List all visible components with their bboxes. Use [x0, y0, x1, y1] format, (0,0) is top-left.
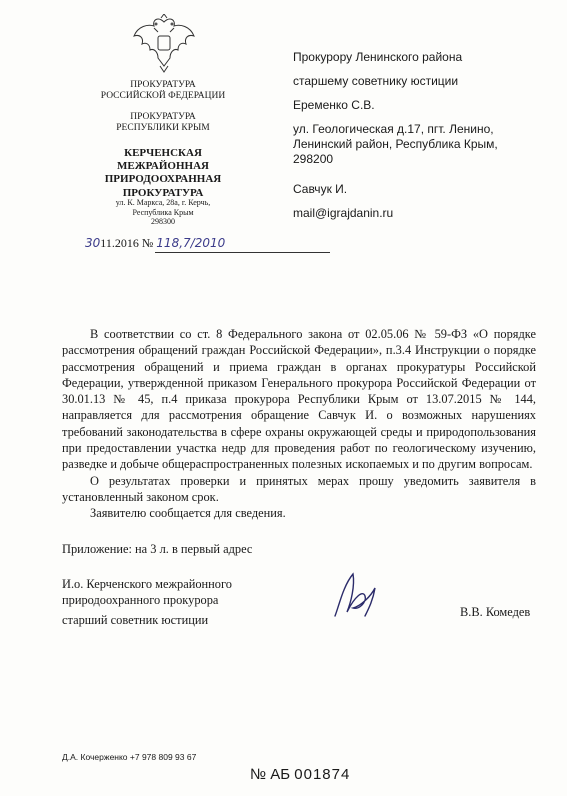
org-name: КЕРЧЕНСКАЯ МЕЖРАЙОННАЯ ПРИРОДООХРАННАЯ ПРОКУРАТУРА — [104, 147, 222, 199]
recipient-line-3: Еременко С.В. — [293, 98, 375, 112]
signatory-rank: старший советник юстиции — [62, 613, 209, 627]
executor-contact: Д.А. Кочерженко +7 978 809 93 67 — [62, 752, 197, 762]
org-line-prosecutor-crimea: ПРОКУРАТУРА РЕСПУБЛИКИ КРЫМ — [116, 112, 210, 133]
serial-number: 001874 — [294, 766, 351, 783]
body-paragraph-3: Заявителю сообщается для сведения. — [90, 506, 286, 521]
applicant-name: Савчук И. — [293, 182, 348, 196]
signatory-name: В.В. Комедев — [460, 605, 531, 619]
letter-body — [62, 326, 536, 522]
body-paragraph-1: В соответствии со ст. 8 Федерального закона от 02.05.06 № 59-ФЗ «О порядке рассмотрения обращений граждан Российской Федерации», п.3.4 Инструкции о порядке рассмотрения обращений и приема граждан в органах прокуратуры Российской Федерации, утвержденной приказом Генерального прокурора Российской Федерации от 30.01.13 № 45, п.4 приказа прокурора Республики Крым от 13.07.2015 № 144, направляется для рассмотрения обращение Савчук И. о возможных нарушениях требований законодательства в сфере охраны окружающей среды и природопользования при предоставлении участка недр для проведения работ по геологическому изучению, разведке и добыче общераспространенных полезных ископаемых и по другим вопросам. — [62, 327, 536, 472]
body-paragraph-2: О результатах проверки и принятых мерах прошу уведомить заявителя в установленный законом срок. — [62, 473, 536, 504]
handwritten-signature — [325, 566, 385, 626]
registration-underline — [155, 252, 330, 253]
signatory-title: И.о. Керченского межрайонного природоохранного прокурора — [62, 577, 232, 607]
number-label: № — [141, 236, 154, 250]
recipient-address: ул. Геологическая д.17, пгт. Ленино, Ленинский район, Республика Крым, 298200 — [293, 122, 498, 166]
recipient-line-1: Прокурору Ленинского района — [293, 50, 463, 64]
recipient-line-2: старшему советнику юстиции — [293, 74, 459, 88]
registration-line — [85, 236, 225, 251]
applicant-email: mail@igrajdanin.ru — [293, 206, 394, 220]
date-day-handwritten: 30 — [85, 236, 101, 250]
org-line-prosecutor-rf: ПРОКУРАТУРА РОССИЙСКОЙ ФЕДЕРАЦИИ — [100, 80, 226, 101]
form-serial-number — [250, 766, 350, 783]
number-handwritten: 118,7/2010 — [156, 236, 226, 250]
org-address: ул. К. Маркса, 28а, г. Керчь, Республика Крым 298300 — [115, 198, 211, 227]
coat-of-arms-emblem — [128, 14, 200, 74]
date-printed: 11.2016 — [100, 236, 139, 250]
serial-prefix: № АБ — [250, 766, 291, 783]
attachment-note: Приложение: на 3 л. в первый адрес — [62, 542, 253, 556]
